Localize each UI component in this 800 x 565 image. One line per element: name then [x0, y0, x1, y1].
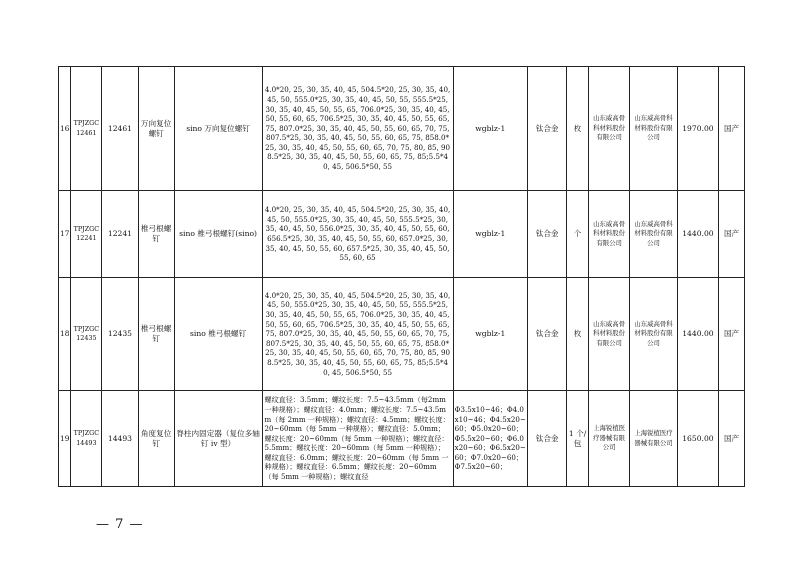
row-producer: 山东威高骨科材料股份有限公司: [588, 278, 629, 391]
row-supplier: 山东威高骨科材料股份有限公司: [630, 191, 678, 278]
row-unit: 枚: [567, 278, 589, 391]
product-table: [58, 66, 745, 487]
row-origin: 国产: [719, 278, 745, 391]
row-code: TPJZGC12241: [71, 191, 102, 278]
row-origin: 国产: [719, 67, 745, 191]
row-model: wgblz-1: [453, 191, 527, 278]
table-row: [59, 191, 745, 278]
product-table-wrapper: [58, 66, 745, 487]
row-material: 钛合金: [528, 391, 567, 487]
row-model: Φ3.5x10~46；Φ4.0x10~46；Φ4.5x20~60；Φ5.0x20~60；Φ5.5x20~60；Φ6.0x20~60；Φ6.5x20~60；Φ7.0x20~60；Φ7.5x20~60；: [453, 391, 527, 487]
row-spec: 4.0*20, 25, 30, 35, 40, 45, 504.5*20, 25, 30, 35, 40, 45, 50, 555.0*25, 30, 35, 40, 45, 50, 55, 555.5*25, 30, 35, 40, 45, 50, 55, 65, 706.0*25, 30, 35, 40, 45, 50, 55, 60, 65, 706.5*25, 30, 35, 40, 45, 50, 55, 65, 75, 807.0*25, 30, 35, 40, 45, 50, 55, 60, 65, 70, 75, 807.5*25, 30, 35, 40, 45, 50, 55, 60, 65, 75, 858.0*25, 30, 35, 40, 45, 50, 55, 60, 65, 70, 75, 80, 85, 908.5*25, 30, 35, 40, 45, 50, 55, 60, 65, 75, 85;5.5*40, 45, 506.5*50, 55: [262, 67, 453, 191]
row-product: sino 万向复位螺钉: [174, 67, 262, 191]
row-origin: 国产: [719, 391, 745, 487]
row-code: TPJZGC12461: [71, 67, 102, 191]
row-producer: 山东威高骨科材料股份有限公司: [588, 191, 629, 278]
row-product: sino 椎弓根螺钉(sino): [174, 191, 262, 278]
row-model: wgblz-1: [453, 67, 527, 191]
row-spec: 4.0*20, 25, 30, 35, 40, 45, 504.5*20, 25, 30, 35, 40, 45, 50, 555.0*25, 30, 35, 40, 45, 50, 55, 555.5*25, 30, 35, 40, 45, 50, 55, 65, 706.0*25, 30, 35, 40, 45, 50, 55, 60, 65, 706.5*25, 30, 35, 40, 45, 50, 55, 65, 75, 807.0*25, 30, 35, 40, 45, 50, 55, 60, 65, 70, 75, 807.5*25, 30, 35, 40, 45, 50, 55, 60, 65, 75, 858.0*25, 30, 35, 40, 45, 50, 55, 60, 65, 70, 75, 80, 85, 908.5*25, 30, 35, 40, 45, 50, 55, 60, 65, 75, 85;5.5*40, 45, 506.5*50, 55: [262, 278, 453, 391]
row-id: 12435: [102, 278, 138, 391]
row-model: wgblz-1: [453, 278, 527, 391]
row-name: 椎弓根螺钉: [138, 278, 174, 391]
row-producer: 上海锐植医疗器械有限公司: [588, 391, 629, 487]
row-origin: 国产: [719, 191, 745, 278]
row-price: 1440.00: [677, 191, 718, 278]
row-code: TPJZGC14493: [71, 391, 102, 487]
row-index: 17: [59, 191, 71, 278]
table-row: [59, 278, 745, 391]
row-id: 12461: [102, 67, 138, 191]
row-unit: 1 个/包: [567, 391, 589, 487]
row-unit: 枚: [567, 67, 589, 191]
row-producer: 山东威高骨科材料股份有限公司: [588, 67, 629, 191]
page-number: — 7 —: [96, 517, 144, 532]
row-index: 19: [59, 391, 71, 487]
row-index: 16: [59, 67, 71, 191]
row-material: 钛合金: [528, 278, 567, 391]
row-product: sino 椎弓根螺钉: [174, 278, 262, 391]
table-row: [59, 67, 745, 191]
row-supplier: 上海锐植医疗器械有限公司: [630, 391, 678, 487]
row-supplier: 山东威高骨科材料股份有限公司: [630, 67, 678, 191]
row-price: 1650.00: [677, 391, 718, 487]
row-price: 1440.00: [677, 278, 718, 391]
row-unit: 个: [567, 191, 589, 278]
table-row: [59, 391, 745, 487]
row-supplier: 山东威高骨科材料股份有限公司: [630, 278, 678, 391]
row-material: 钛合金: [528, 67, 567, 191]
row-name: 椎弓根螺钉: [138, 191, 174, 278]
row-id: 12241: [102, 191, 138, 278]
row-code: TPJZGC12435: [71, 278, 102, 391]
row-name: 万向复位螺钉: [138, 67, 174, 191]
row-material: 钛合金: [528, 191, 567, 278]
row-spec: 4.0*20, 25, 30, 35, 40, 45, 504.5*20, 25, 30, 35, 40, 45, 50, 555.0*25, 30, 35, 40, 45, 50, 555.5*25, 30, 35, 40, 45, 50, 556.0*25, 30, 35, 40, 45, 50, 55, 60, 656.5*25, 30, 35, 40, 45, 50, 55, 60, 657.0*25, 30, 35, 40, 45, 50, 55, 60, 657.5*25, 30, 35, 40, 45, 50, 55, 60, 65: [262, 191, 453, 278]
row-product: 脊柱内固定器（复位多轴钉 iv 型）: [174, 391, 262, 487]
row-price: 1970.00: [677, 67, 718, 191]
row-spec: 螺纹直径：3.5mm；螺纹长度：7.5~43.5mm（每2mm 一种规格）；螺纹直径：4.0mm；螺纹长度：7.5~43.5mm（每 2mm 一种规格）；螺纹直径：4.5mm；螺纹长度：20~60mm（每 5mm 一种规格）；螺纹直径：5.0mm；螺纹长度：20~60mm（每 5mm 一种规格）；螺纹直径：5.5mm；螺纹长度：20~60mm（每 5mm 一种规格）；螺纹直径：6.0mm；螺纹长度：20~60mm（每 5mm 一种规格）；螺纹直径：6.5mm；螺纹长度：20~60mm（每 5mm 一种规格）；螺纹直径: [262, 391, 453, 487]
row-id: 14493: [102, 391, 138, 487]
row-name: 角度复位钉: [138, 391, 174, 487]
row-index: 18: [59, 278, 71, 391]
